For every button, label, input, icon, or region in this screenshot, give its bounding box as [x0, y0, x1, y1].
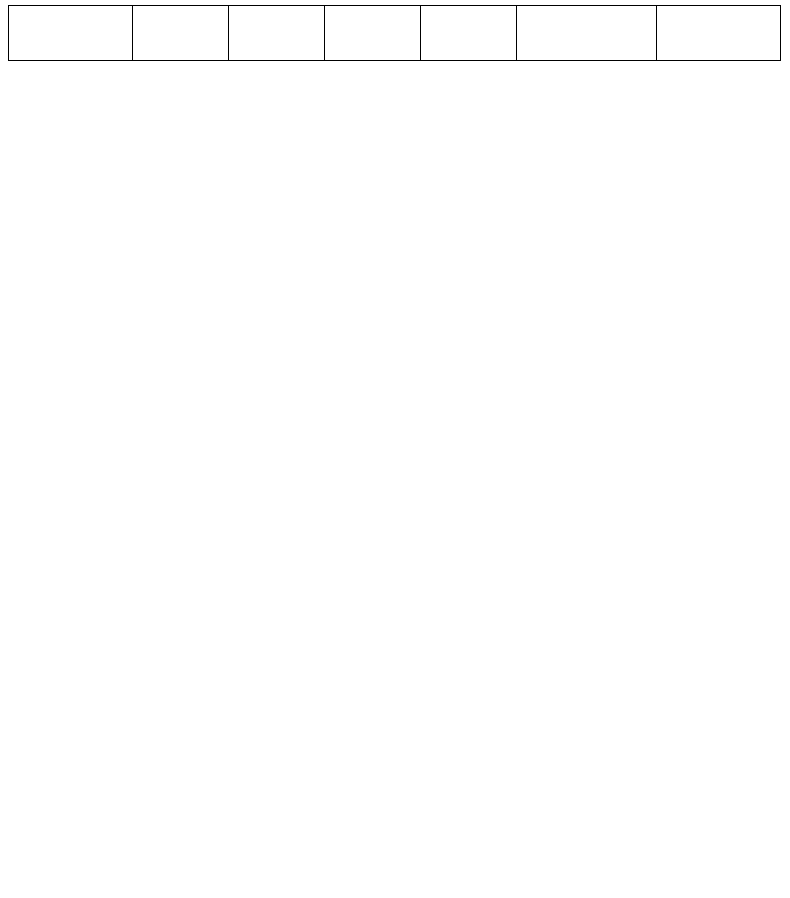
header-series — [9, 6, 133, 61]
header-open-method — [657, 6, 781, 61]
spec-table — [8, 5, 781, 61]
header-bend-radius — [517, 6, 657, 61]
header-row — [9, 6, 781, 61]
header-outer-height — [325, 6, 421, 61]
header-inner-width — [229, 6, 325, 61]
header-inner-height — [133, 6, 229, 61]
header-outer-width — [421, 6, 517, 61]
